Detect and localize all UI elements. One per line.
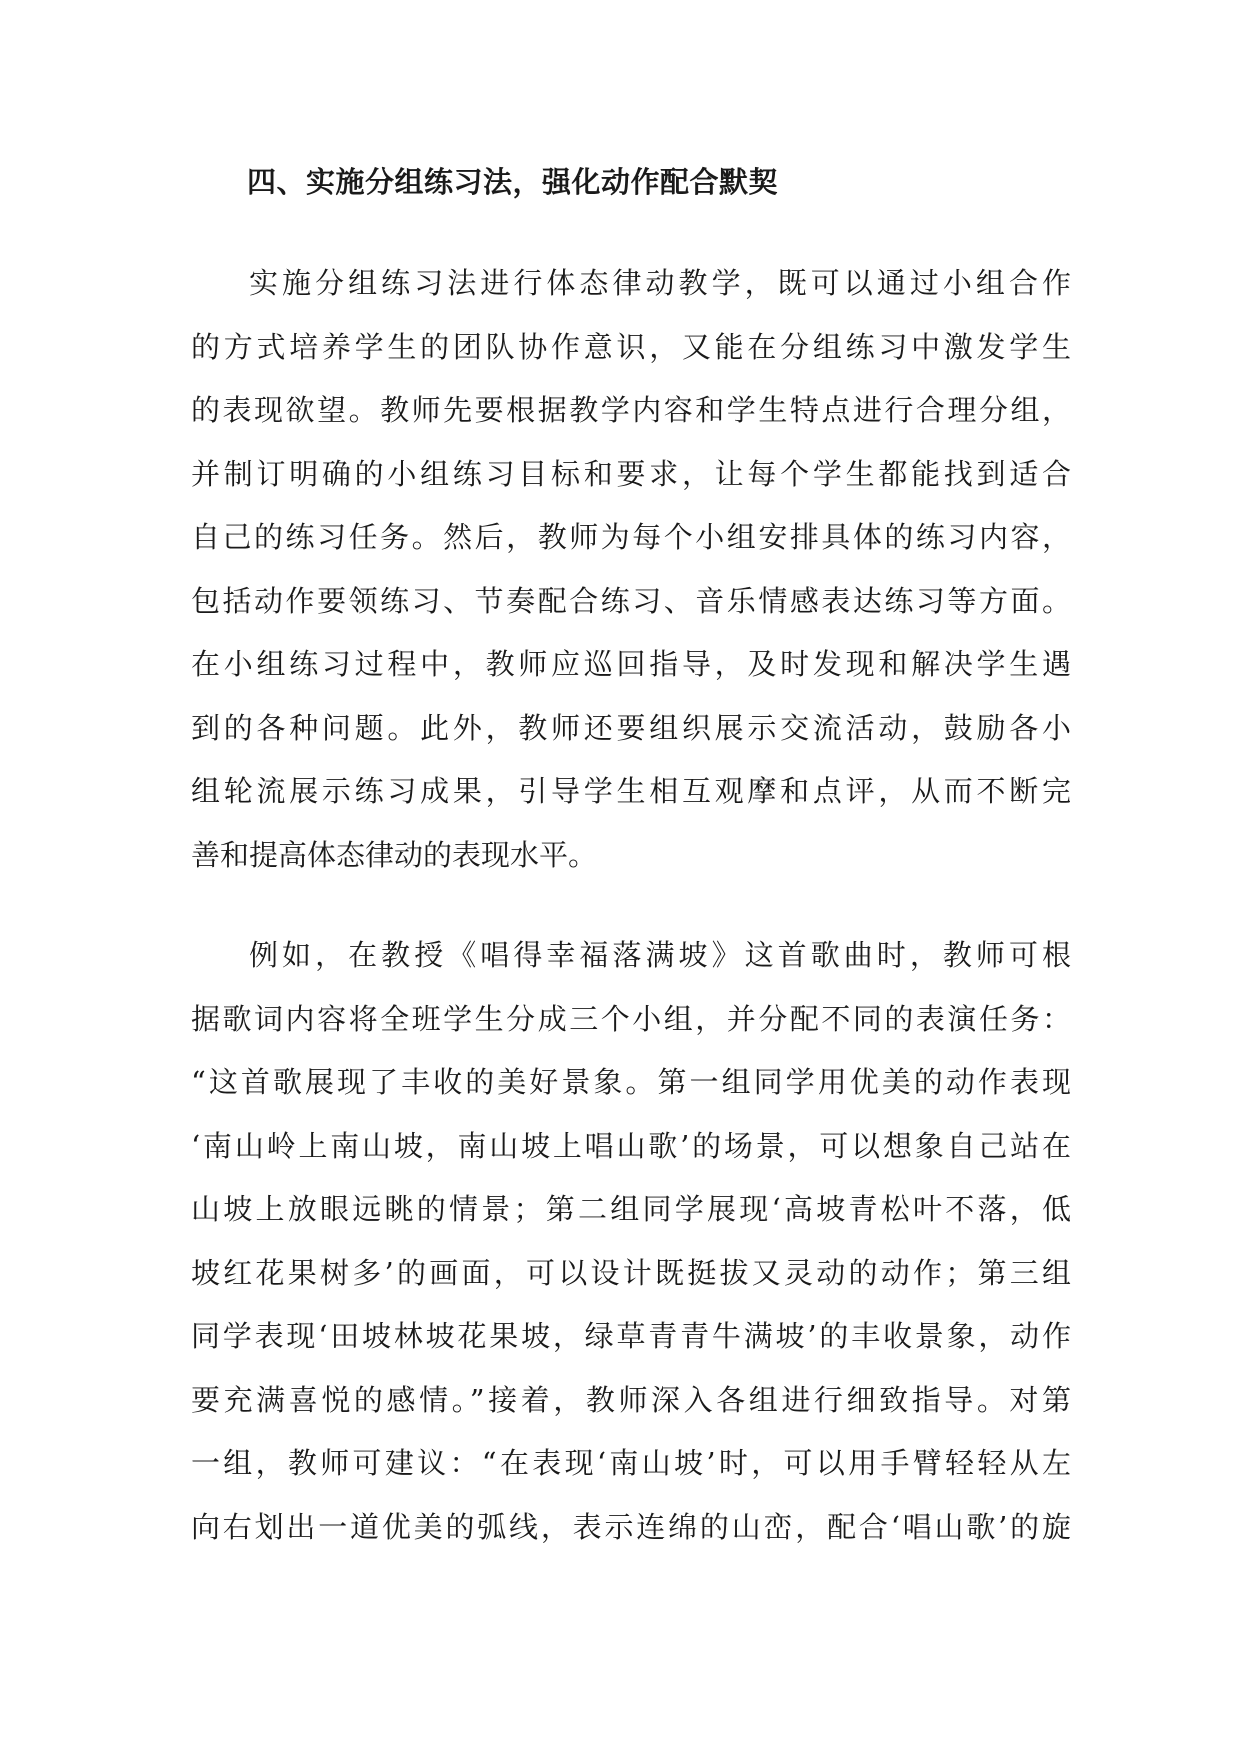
- paragraph-line: 在小组练习过程中，教师应巡回指导，及时发现和解决学生遇: [191, 647, 1071, 681]
- paragraph-line: 坡红花果树多’的画面，可以设计既挺拔又灵动的动作；第三组: [191, 1255, 1071, 1290]
- paragraph-group-practice: [191, 252, 1071, 887]
- paragraph-line: 山坡上放眼远眺的情景；第二组同学展现‘高坡青松叶不落，低: [191, 1192, 1071, 1226]
- paragraph-line: 并制订明确的小组练习目标和要求，让每个学生都能找到适合: [191, 456, 1071, 491]
- paragraph-line: 组轮流展示练习成果，引导学生相互观摩和点评，从而不断完: [191, 774, 1071, 808]
- paragraph-line: 例如，在教授《唱得幸福落满坡》这首歌曲时，教师可根: [249, 938, 1071, 972]
- paragraph-line: 向右划出一道优美的弧线，表示连绵的山峦，配合‘唱山歌’的旋: [191, 1509, 1071, 1544]
- paragraph-line: 实施分组练习法进行体态律动教学，既可以通过小组合作: [249, 266, 1071, 300]
- paragraph-line: 的表现欲望。教师先要根据教学内容和学生特点进行合理分组，: [191, 393, 1071, 427]
- paragraph-line: “这首歌展现了丰收的美好景象。第一组同学用优美的动作表现: [191, 1065, 1071, 1099]
- paragraph-line: 自己的练习任务。然后，教师为每个小组安排具体的练习内容，: [191, 520, 1071, 554]
- paragraph-line: 同学表现‘田坡林坡花果坡，绿草青青牛满坡’的丰收景象，动作: [191, 1319, 1071, 1353]
- paragraph-line: ‘南山岭上南山坡，南山坡上唱山歌’的场景，可以想象自己站在: [191, 1128, 1071, 1163]
- paragraph-line: 要充满喜悦的感情。”接着，教师深入各组进行细致指导。对第: [191, 1382, 1071, 1417]
- paragraph-line: 包括动作要领练习、节奏配合练习、音乐情感表达练习等方面。: [191, 583, 1071, 618]
- paragraph-line: 善和提高体态律动的表现水平。: [191, 837, 598, 872]
- section-heading: 四、实施分组练习法，强化动作配合默契: [247, 165, 779, 199]
- paragraph-line: 一组，教师可建议：“在表现‘南山坡’时，可以用手臂轻轻从左: [191, 1446, 1071, 1480]
- paragraph-line: 据歌词内容将全班学生分成三个小组，并分配不同的表演任务：: [191, 1001, 1071, 1036]
- paragraph-line: 的方式培养学生的团队协作意识，又能在分组练习中激发学生: [191, 329, 1071, 364]
- paragraph-example: [191, 924, 1071, 1559]
- paragraph-line: 到的各种问题。此外，教师还要组织展示交流活动，鼓励各小: [191, 710, 1071, 745]
